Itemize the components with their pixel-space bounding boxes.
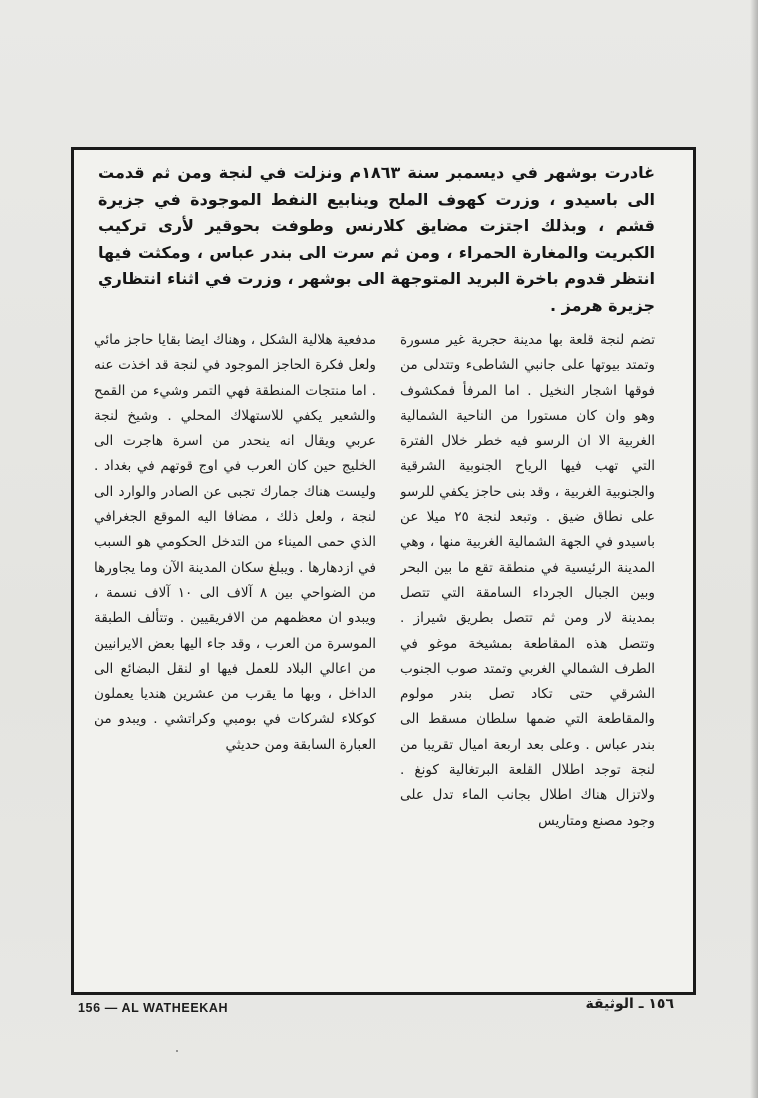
page-edge-shadow — [750, 0, 758, 1098]
footer-page-label-latin: 156 — AL WATHEEKAH — [78, 1001, 229, 1015]
text-column-right: تضم لنجة قلعة بها مدينة حجرية غير مسورة وتمتد بيوتها على جانبي الشاطىء وتتدلى من فوقها اشجار النخيل . اما المرفأ فمكشوف وهو وان كان مستورا من الناحية الشمالية الغربية الا ان الرسو فيه خطر خلال الفترة التي تهب فيها الرياح الجنوبية الشرقية والجنوبية الغربية ، وقد بنى حاجز يكفي للرسو على نطاق ضيق . وتبعد لنجة ٢٥ ميلا عن باسيدو في الجهة الشمالية الغربية منها ، وهي المدينة الرئيسية في منطقة تقع ما بين البحر وبين الجبال الجرداء السامقة التي تتصل بمدينة لار ومن ثم تتصل بطريق شيراز . وتتصل هذه المقاطعة بمشيخة موغو في الطرف الشمالي الغربي وتمتد صوب الجنوب الشرقي حتى تكاد تصل بندر مولوم والمقاطعة التي ضمها سلطان مسقط الى بندر عباس . وعلى بعد اربعة اميال تقريبا من لنجة توجد اطلال القلعة البرتغالية كونغ . ولاتزال هناك اطلال بجانب الماء تدل على وجود مصنع ومتاريس — [400, 332, 655, 829]
intro-paragraph: غادرت بوشهر في ديسمبر سنة ١٨٦٣م ونزلت في لنجة ومن ثم قدمت الى باسيدو ، وزرت كهوف الملح وينابيع النفط الموجودة في جزيرة قشم ، وبذلك اجتزت مضايق كلارنس وطوفت بحوقير لأرى تركيب الكبريت والمغارة الحمراء ، ومن ثم سرت الى بندر عباس ، ومكثت فيها انتظر قدوم باخرة البريد المتوجهة الى بوشهر ، وزرت في اثناء انتظاري جزيرة هرمز . — [98, 163, 655, 315]
footer-page-label-arabic: ١٥٦ ـ الوثيقة — [585, 996, 674, 1012]
article-frame — [71, 147, 696, 995]
text-column-left: مدفعية هلالية الشكل ، وهناك ايضا بقايا حاجز مائي ولعل فكرة الحاجز الموجود في لنجة قد اخذت عنه . اما منتجات المنطقة فهي التمر وشيء من القمح والشعير يكفي للاستهلاك المحلي . وشيخ لنجة عربي ويقال انه ينحدر من اسرة هاجرت الى الخليج حين كان العرب في اوج قوتهم في بغداد . وليست هناك جمارك تجبى عن الصادر والوارد الى لنجة ، ولعل ذلك ، مضافا اليه الموقع الجغرافي الذي حمى الميناء من التدخل الحكومي هو السبب في ازدهارها . ويبلغ سكان المدينة الآن وما يجاورها من الضواحي بين ٨ آلاف الى ١٠ آلاف نسمة ، ويبدو ان معظمهم من الافريقيين . وتتألف الطبقة الموسرة من العرب ، وقد جاء اليها بعض الايرانيين من اعالي البلاد للعمل فيها او لنقل البضائع الى الداخل ، وبها ما يقرب من عشرين هنديا يعملون كوكلاء لشركات في بومبي وكراتشي . ويبدو من العبارة السابقة ومن حديثي — [94, 332, 376, 753]
scan-speck — [176, 1050, 178, 1052]
